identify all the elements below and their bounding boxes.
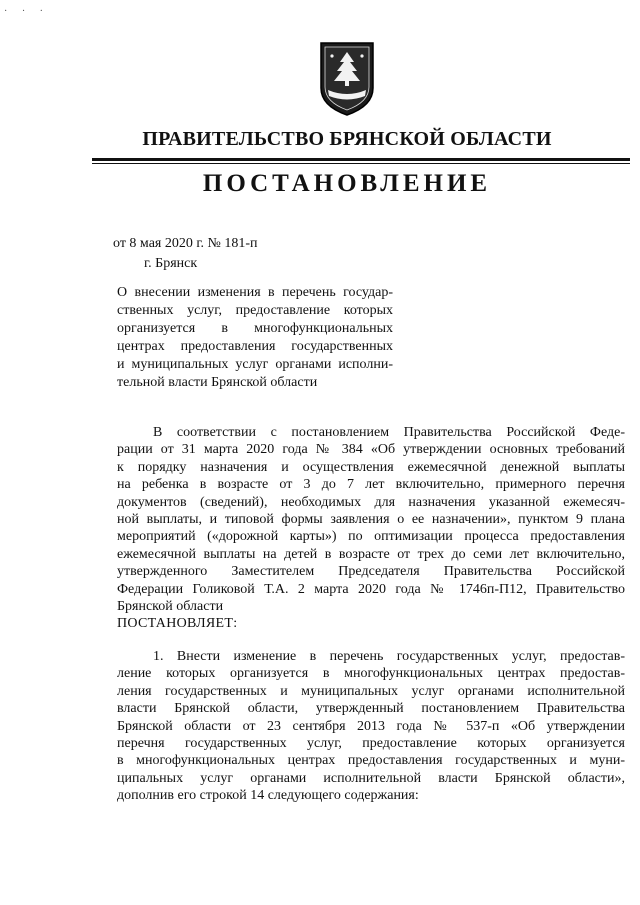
subject-line: центрах предоставления государственных [117, 339, 393, 354]
date-number-line: от 8 мая 2020 г. № 181-п [113, 236, 258, 251]
item-1-line: ципальных услуг органами исполнительной власти Брянской области», [117, 770, 625, 786]
subject-line: О внесении изменения в перечень государ- [117, 285, 393, 300]
preamble-line: рации от 31 марта 2020 года № 384 «Об утверждении основных требований [117, 442, 625, 458]
item-1-line: в многофункциональных центрах предоставления государственных и муни- [117, 753, 625, 769]
document-type-title: ПОСТАНОВЛЕНИЕ [202, 170, 492, 197]
header-rule-thin [92, 163, 630, 164]
item-1-line: Брянской области от 23 сентября 2013 года № 537-п «Об утверждении [117, 718, 625, 734]
preamble-line: мероприятий («дорожной карты») по оптимизации процесса предоставления [117, 529, 625, 545]
preamble-line: В соответствии с постановлением Правительства Российской Феде- [153, 425, 625, 440]
subject-line: ственных услуг, предоставление которых [117, 303, 393, 318]
preamble-line: ной выплаты, и типовой формы заявления о ее назначении», пунктом 9 плана [117, 512, 625, 528]
subject-block [117, 284, 393, 392]
city-line: г. Брянск [144, 256, 198, 271]
subject-line: организуется в многофункциональных [117, 321, 393, 336]
item-1-line: ления государственных и муниципальных услуг органами исполнительной [117, 683, 625, 699]
preamble-line: Федерации Голиковой Т.А. 2 марта 2020 года № 1746п-П12, Правительство [117, 581, 625, 597]
subject-line: тельной власти Брянской области [117, 375, 318, 390]
subject-line: и муниципальных услуг органами исполни- [117, 357, 393, 372]
scan-artifact: · · · [4, 6, 49, 17]
organization-title: ПРАВИТЕЛЬСТВО БРЯНСКОЙ ОБЛАСТИ [142, 128, 552, 150]
preamble-paragraph [117, 424, 625, 615]
preamble-line: на ребенка в возрасте от 3 до 7 лет включительно, примерного перечня [117, 477, 625, 493]
preamble-line: ежемесячной выплаты на детей в возрасте от трех до семи лет включительно, [117, 546, 625, 562]
coat-of-arms-icon [318, 40, 376, 118]
item-1-line: власти Брянской области, утвержденный постановлением Правительства [117, 701, 625, 717]
preamble-line: утвержденного Заместителем Председателя Правительства Российской [117, 564, 625, 580]
item-1-line: перечня государственных услуг, предоставление которых организуется [117, 736, 625, 752]
preamble-line: Брянской области [117, 599, 224, 615]
preamble-line: к порядку назначения и осуществления ежемесячной денежной выплаты [117, 459, 625, 475]
item-1-paragraph [117, 648, 625, 805]
preamble-line: документов (сведений), необходимых для назначения указанной ежемесяч- [117, 494, 625, 510]
resolves-heading: ПОСТАНОВЛЯЕТ: [117, 616, 238, 631]
header-rule-thick [92, 158, 630, 161]
item-1-line: ление которых организуется в многофункциональных центрах предостав- [117, 666, 625, 682]
item-1-line: 1. Внести изменение в перечень государственных услуг, предостав- [153, 649, 625, 664]
item-1-line: дополнив его строкой 14 следующего содержания: [117, 788, 419, 804]
